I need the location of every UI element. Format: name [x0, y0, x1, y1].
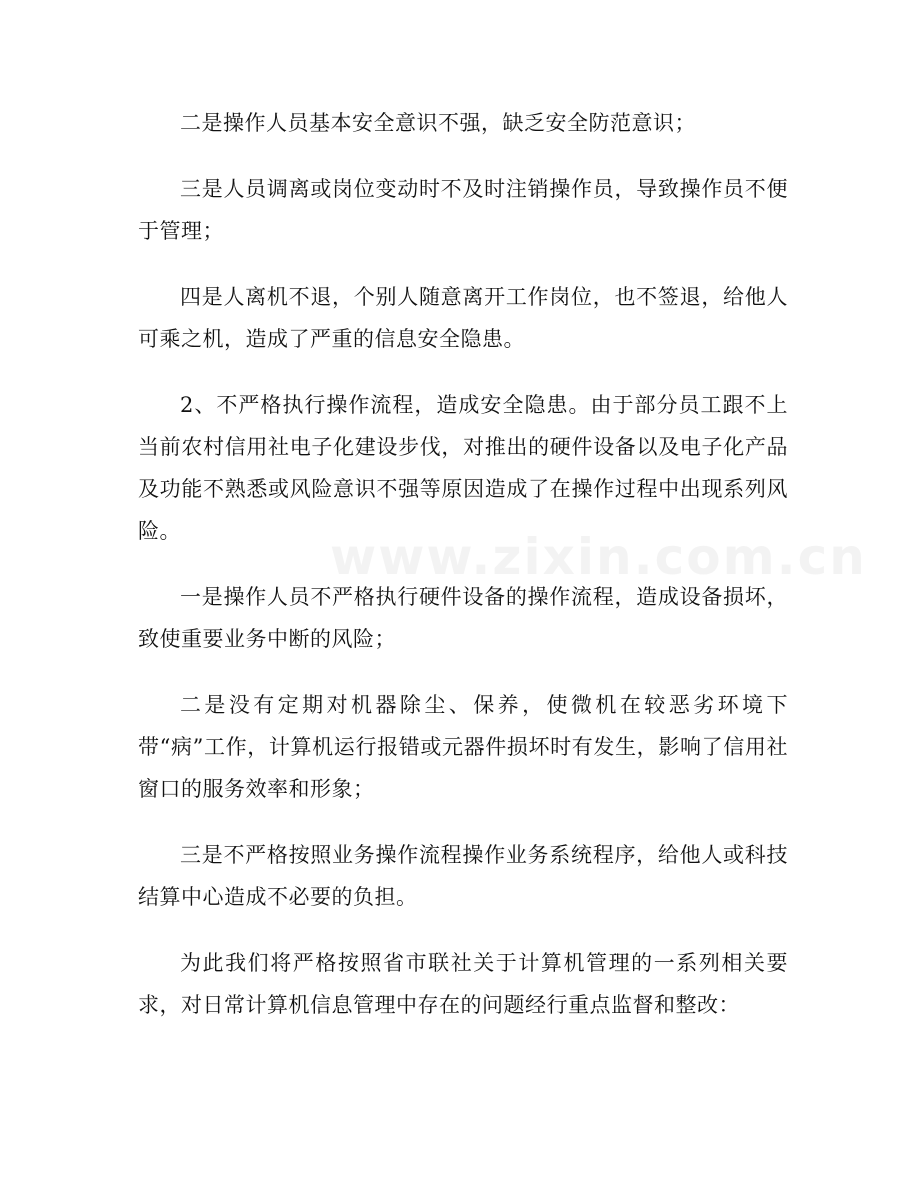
paragraph-2: 三是人员调离或岗位变动时不及时注销操作员，导致操作员不便于管理；	[138, 177, 788, 243]
paragraph-7: 三是不严格按照业务操作流程操作业务系统程序，给他人或科技结算中心造成不必要的负担。	[138, 843, 788, 909]
paragraph-1: 二是操作人员基本安全意识不强，缺乏安全防范意识；	[180, 111, 696, 135]
paragraph-3: 四是人离机不退，个别人随意离开工作岗位，也不签退，给他人可乘之机，造成了严重的信息安全隐患。	[138, 285, 788, 351]
document-body	[138, 102, 788, 1050]
paragraph-5: 一是操作人员不严格执行硬件设备的操作流程，造成设备损坏，致使重要业务中断的风险；	[138, 585, 788, 651]
watermark: www.zixin.com.cn	[330, 528, 867, 586]
paragraph-8: 为此我们将严格按照省市联社关于计算机管理的一系列相关要求，对日常计算机信息管理中存在的问题经行重点监督和整改：	[138, 951, 788, 1017]
paragraph-6: 二是没有定期对机器除尘、保养，使微机在较恶劣环境下带“病”工作，计算机运行报错或元器件损坏时有发生，影响了信用社窗口的服务效率和形象；	[138, 693, 788, 801]
paragraph-4: 2、不严格执行操作流程，造成安全隐患。由于部分员工跟不上当前农村信用社电子化建设步伐，对推出的硬件设备以及电子化产品及功能不熟悉或风险意识不强等原因造成了在操作过程中出现系列风险。	[138, 393, 788, 543]
